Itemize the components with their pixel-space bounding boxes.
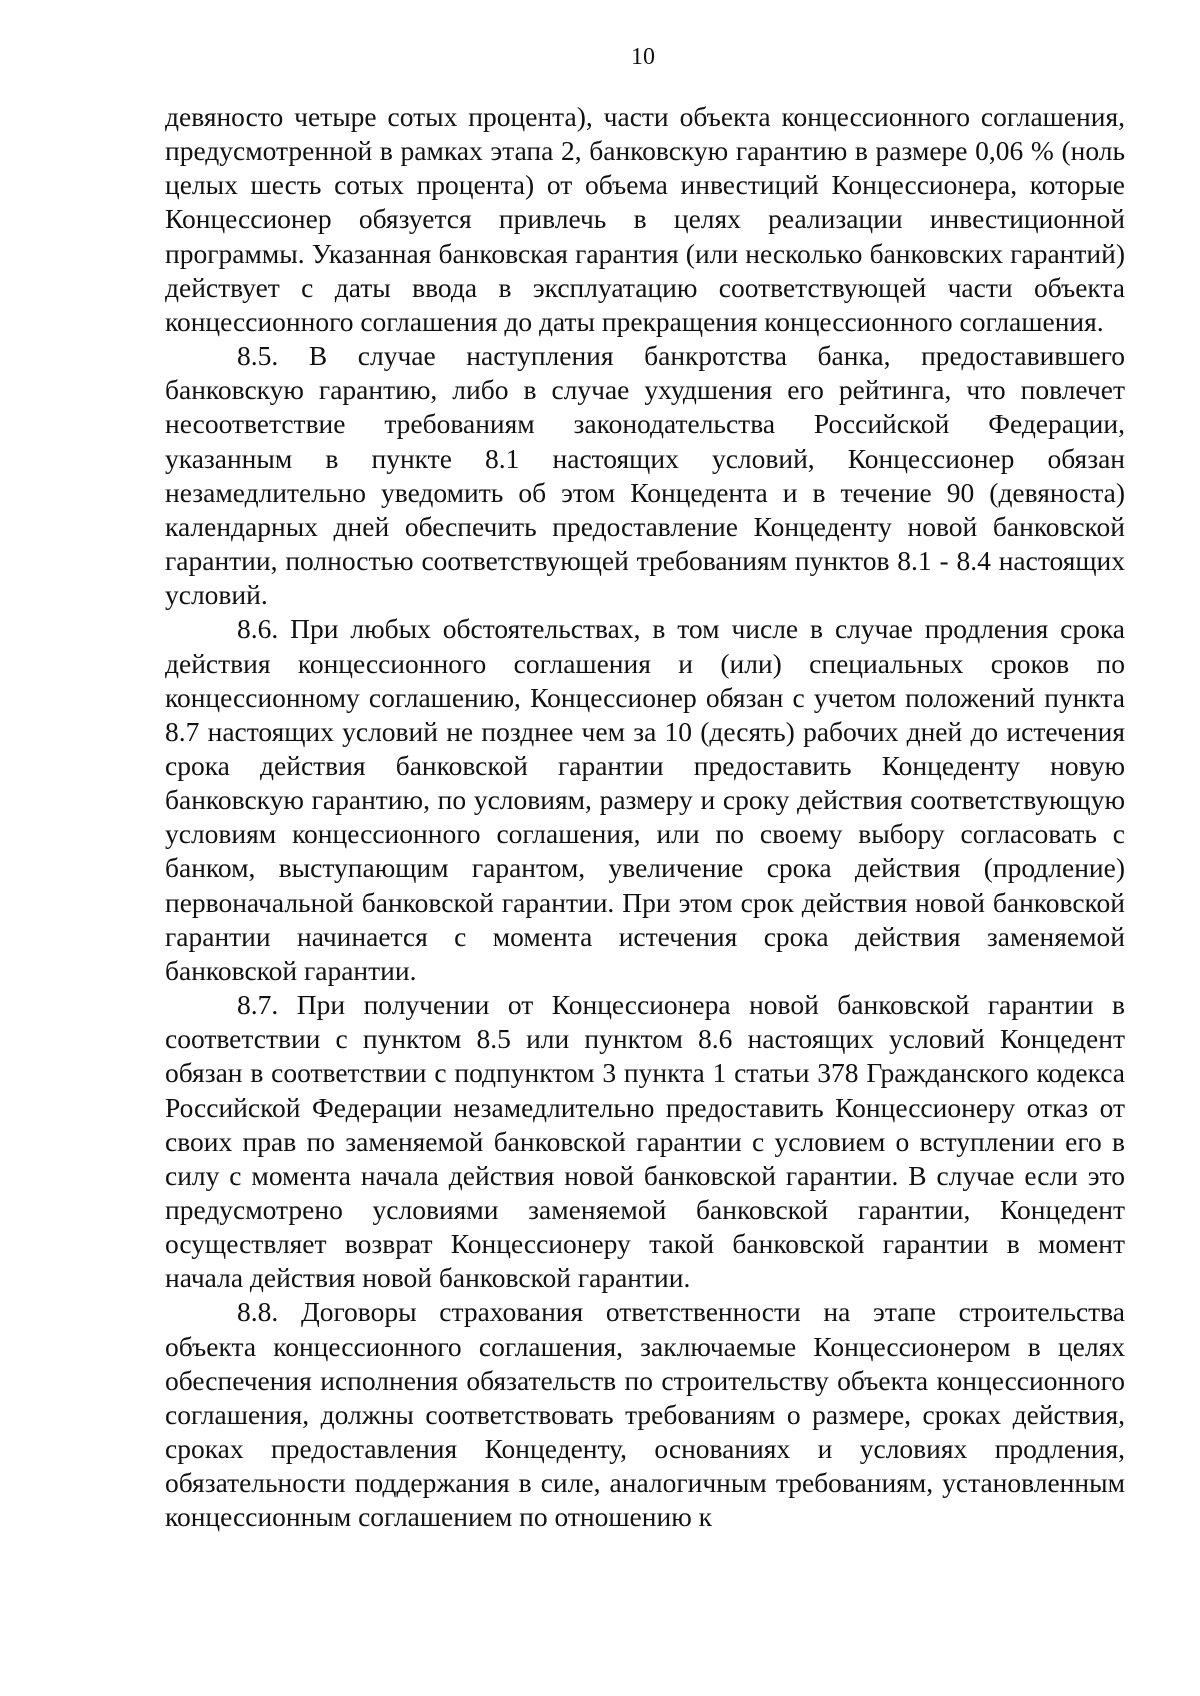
page-number: 10 — [631, 44, 655, 70]
paragraph-continuation: девяносто четыре сотых процента), части объекта концессионного соглашения, предусмотренной в рамках этапа 2, банковскую гарантию в размере 0,06 % (ноль целых шесть сотых процента) от объема инвестиций Концессионера, которые Концессионер обязуется привлечь в целях реализации инвестиционной программы. Указанная банковская гарантия (или несколько банковских гарантий) действует с даты ввода в эксплуатацию соответствующей части объекта концессионного соглашения до даты прекращения концессионного соглашения. — [165, 101, 1125, 337]
document-body — [165, 100, 1125, 1535]
paragraph-8-5: 8.5. В случае наступления банкротства банка, предоставившего банковскую гарантию, либо в случае ухудшения его рейтинга, что повлечет несоответствие требованиям законодательства Российской Федерации, указанным в пункте 8.1 настоящих условий, Концессионер обязан незамедлительно уведомить об этом Концедента и в течение 90 (девяноста) календарных дней обеспечить предоставление Концеденту новой банковской гарантии, полностью соответствующей требованиям пунктов 8.1 - 8.4 настоящих условий. — [165, 340, 1125, 611]
paragraph-8-6: 8.6. При любых обстоятельствах, в том числе в случае продления срока действия концессионного соглашения и (или) специальных сроков по концессионному соглашению, Концессионер обязан с учетом положений пункта 8.7 настоящих условий не позднее чем за 10 (десять) рабочих дней до истечения срока действия банковской гарантии предоставить Концеденту новую банковскую гарантию, по условиям, размеру и сроку действия соответствующую условиям концессионного соглашения, или по своему выбору согласовать с банком, выступающим гарантом, увеличение срока действия (продление) первоначальной банковской гарантии. При этом срок действия новой банковской гарантии начинается с момента истечения срока действия заменяемой банковской гарантии. — [165, 613, 1125, 986]
paragraph-8-7: 8.7. При получении от Концессионера новой банковской гарантии в соответствии с пунктом 8.5 или пунктом 8.6 настоящих условий Концедент обязан в соответствии с подпунктом 3 пункта 1 статьи 378 Гражданского кодекса Российской Федерации незамедлительно предоставить Концессионеру отказ от своих прав по заменяемой банковской гарантии с условием о вступлении его в силу с момента начала действия новой банковской гарантии. В случае если это предусмотрено условиями заменяемой банковской гарантии, Концедент осуществляет возврат Концессионеру такой банковской гарантии в момент начала действия новой банковской гарантии. — [165, 989, 1125, 1294]
paragraph-8-8: 8.8. Договоры страхования ответственности на этапе строительства объекта концессионного соглашения, заключаемые Концессионером в целях обеспечения исполнения обязательств по строительству объекта концессионного соглашения, должны соответствовать требованиям о размере, сроках действия, сроках предоставления Концеденту, основаниях и условиях продления, обязательности поддержания в силе, аналогичным требованиям, установленным концессионным соглашением по отношению к — [165, 1296, 1125, 1533]
